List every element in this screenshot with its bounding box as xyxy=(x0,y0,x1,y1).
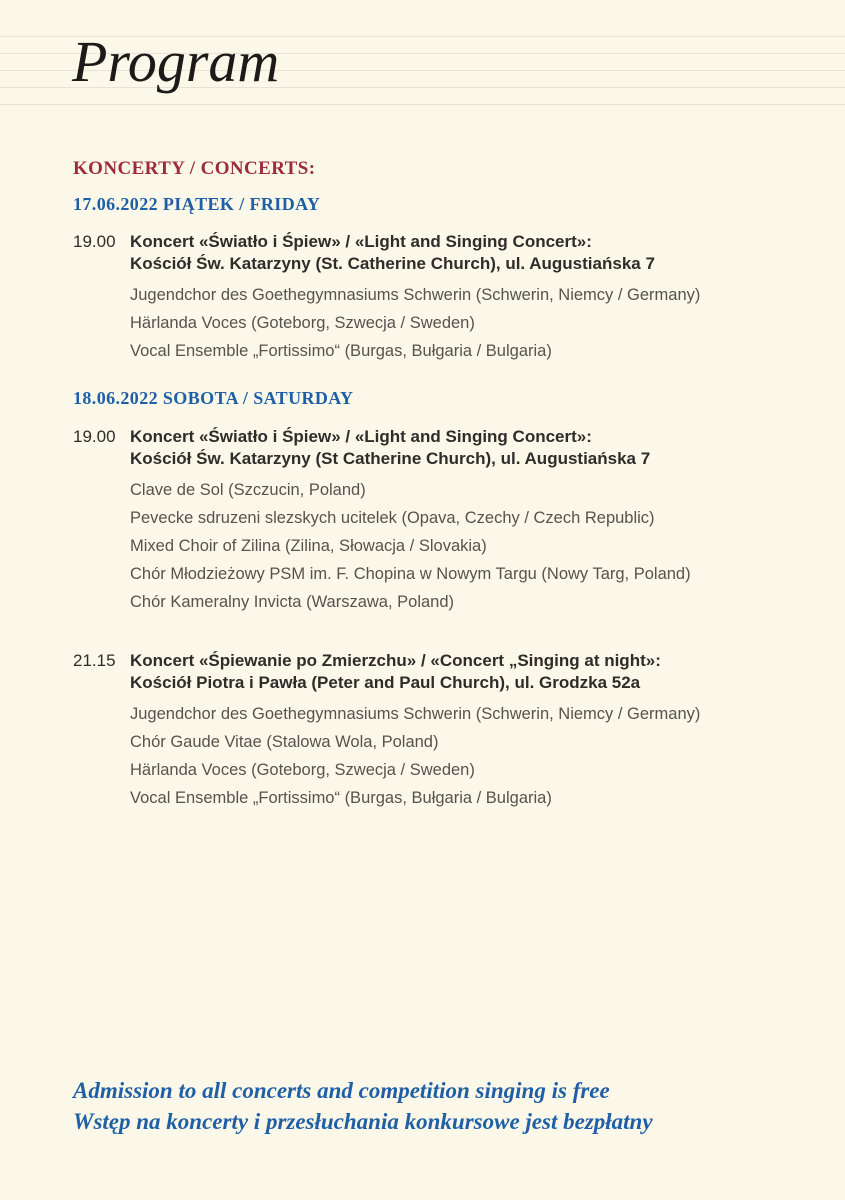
ensemble-item: Chór Młodzieżowy PSM im. F. Chopina w Nowym Targu (Nowy Targ, Poland) xyxy=(130,565,691,583)
ensemble-item: Clave de Sol (Szczucin, Poland) xyxy=(130,481,366,499)
event-venue-line: Kościół Piotra i Pawła (Peter and Paul Church), ul. Grodzka 52a xyxy=(130,673,641,692)
staff-line xyxy=(0,104,845,105)
ensemble-item: Jugendchor des Goethegymnasiums Schwerin (Schwerin, Niemcy / Germany) xyxy=(130,705,701,723)
ensemble-item: Chór Kameralny Invicta (Warszawa, Poland) xyxy=(130,593,455,611)
ensemble-list xyxy=(130,476,793,616)
event-friday-1900 xyxy=(73,231,793,365)
ensemble-list xyxy=(130,700,793,812)
event-time: 21.15 xyxy=(73,651,116,670)
day-header-saturday: 18.06.2022 SOBOTA / SATURDAY xyxy=(73,388,354,408)
ensemble-item: Vocal Ensemble „Fortissimo“ (Burgas, Bułgaria / Bulgaria) xyxy=(130,342,552,360)
admission-note xyxy=(73,1075,773,1137)
event-time: 19.00 xyxy=(73,232,116,251)
ensemble-item: Jugendchor des Goethegymnasiums Schwerin (Schwerin, Niemcy / Germany) xyxy=(130,286,701,304)
program-content xyxy=(73,158,793,812)
event-title-line: Koncert «Światło i Śpiew» / «Light and Singing Concert»: xyxy=(130,427,592,446)
ensemble-item: Mixed Choir of Zilina (Zilina, Słowacja / Slovakia) xyxy=(130,537,487,555)
event-time: 19.00 xyxy=(73,427,116,446)
admission-note-en: Admission to all concerts and competition singing is free xyxy=(73,1078,610,1103)
event-body xyxy=(130,650,793,812)
event-venue-line: Kościół Św. Katarzyny (St Catherine Church), ul. Augustiańska 7 xyxy=(130,449,651,468)
ensemble-item: Vocal Ensemble „Fortissimo“ (Burgas, Bułgaria / Bulgaria) xyxy=(130,789,552,807)
ensemble-list xyxy=(130,281,793,365)
event-title-line: Koncert «Światło i Śpiew» / «Light and Singing Concert»: xyxy=(130,232,592,251)
ensemble-item: Härlanda Voces (Goteborg, Szwecja / Sweden) xyxy=(130,761,475,779)
section-heading: KONCERTY / CONCERTS: xyxy=(73,158,316,179)
ensemble-item: Chór Gaude Vitae (Stalowa Wola, Poland) xyxy=(130,733,439,751)
ensemble-item: Härlanda Voces (Goteborg, Szwecja / Sweden) xyxy=(130,314,475,332)
event-body xyxy=(130,426,793,616)
admission-note-pl: Wstęp na koncerty i przesłuchania konkursowe jest bezpłatny xyxy=(73,1109,653,1134)
event-saturday-2115 xyxy=(73,650,793,812)
event-body xyxy=(130,231,793,365)
event-saturday-1900 xyxy=(73,426,793,616)
ensemble-item: Pevecke sdruzeni slezskych ucitelek (Opava, Czechy / Czech Republic) xyxy=(130,509,655,527)
event-title-line: Koncert «Śpiewanie po Zmierzchu» / «Concert „Singing at night»: xyxy=(130,651,661,670)
day-header-friday: 17.06.2022 PIĄTEK / FRIDAY xyxy=(73,194,321,214)
page-title: Program xyxy=(72,29,280,94)
event-venue-line: Kościół Św. Katarzyny (St. Catherine Church), ul. Augustiańska 7 xyxy=(130,254,655,273)
